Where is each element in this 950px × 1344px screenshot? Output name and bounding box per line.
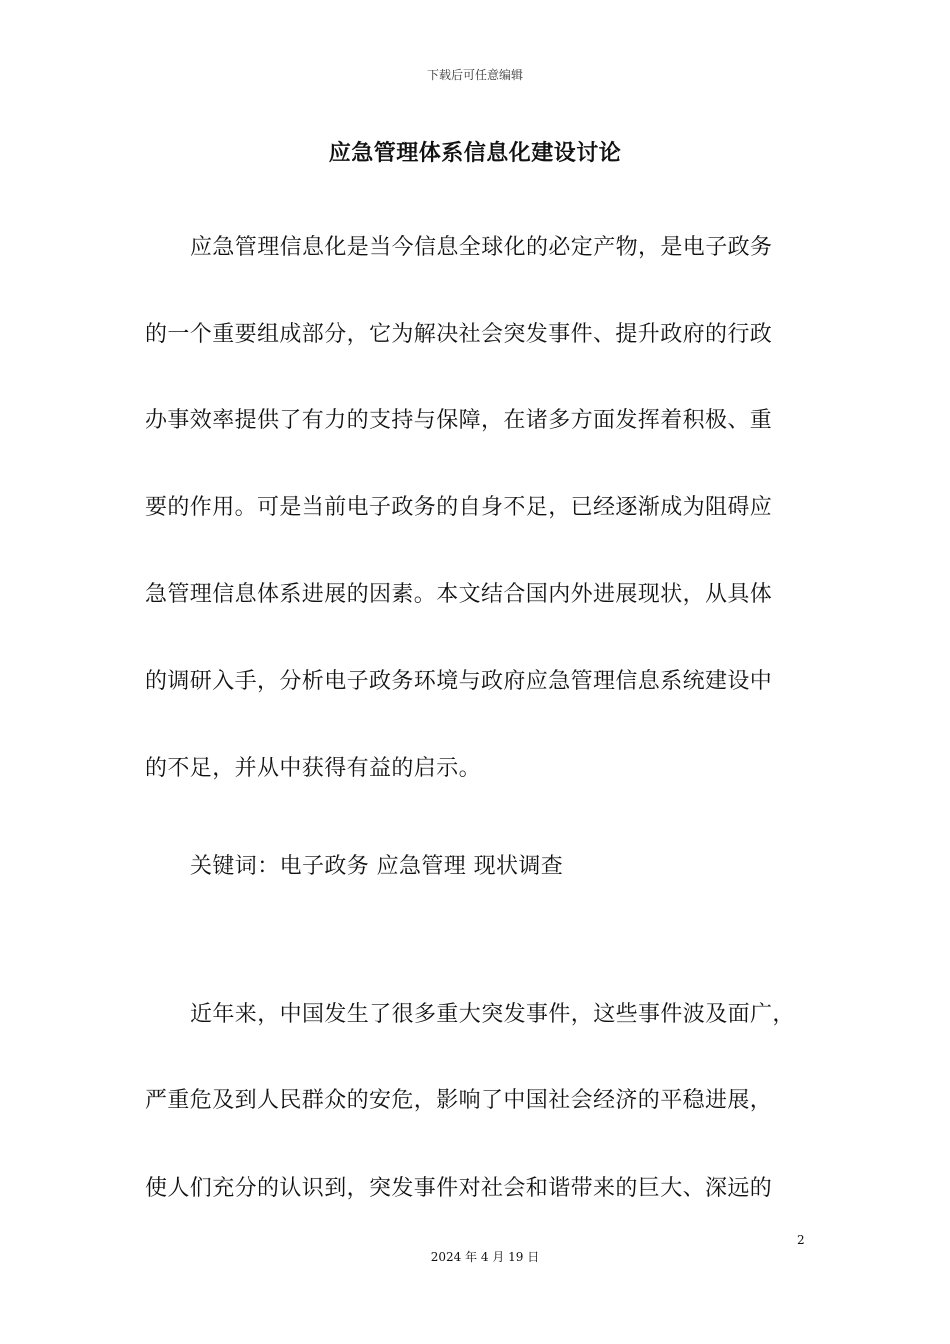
abstract-line: 办事效率提供了有力的支持与保障，在诸多方面发挥着积极、重 <box>145 408 773 433</box>
header-note: 下载后可任意编辑 <box>426 68 523 82</box>
body-line: 近年来，中国发生了很多重大突发事件，这些事件波及面广， <box>190 1002 795 1027</box>
abstract-line: 应急管理信息化是当今信息全球化的必定产物，是电子政务 <box>190 235 773 260</box>
document-title: 应急管理体系信息化建设讨论 <box>328 141 622 166</box>
body-line: 使人们充分的认识到，突发事件对社会和谐带来的巨大、深远的 <box>145 1176 773 1201</box>
abstract-line: 的调研入手，分析电子政务环境与政府应急管理信息系统建设中 <box>145 669 773 694</box>
abstract-line: 要的作用。可是当前电子政务的自身不足，已经逐渐成为阻碍应 <box>145 495 773 520</box>
body-line: 严重危及到人民群众的安危，影响了中国社会经济的平稳进展， <box>145 1088 773 1113</box>
footer-date: 2024 年 4 月 19 日 <box>430 1250 540 1264</box>
abstract-line: 急管理信息体系进展的因素。本文结合国内外进展现状，从具体 <box>145 582 773 607</box>
page-number: 2 <box>797 1233 805 1247</box>
abstract-line: 的不足，并从中获得有益的启示。 <box>145 756 482 781</box>
abstract-line: 的一个重要组成部分，它为解决社会突发事件、提升政府的行政 <box>145 322 773 347</box>
keywords-line: 关键词：电子政务 应急管理 现状调查 <box>190 854 564 879</box>
